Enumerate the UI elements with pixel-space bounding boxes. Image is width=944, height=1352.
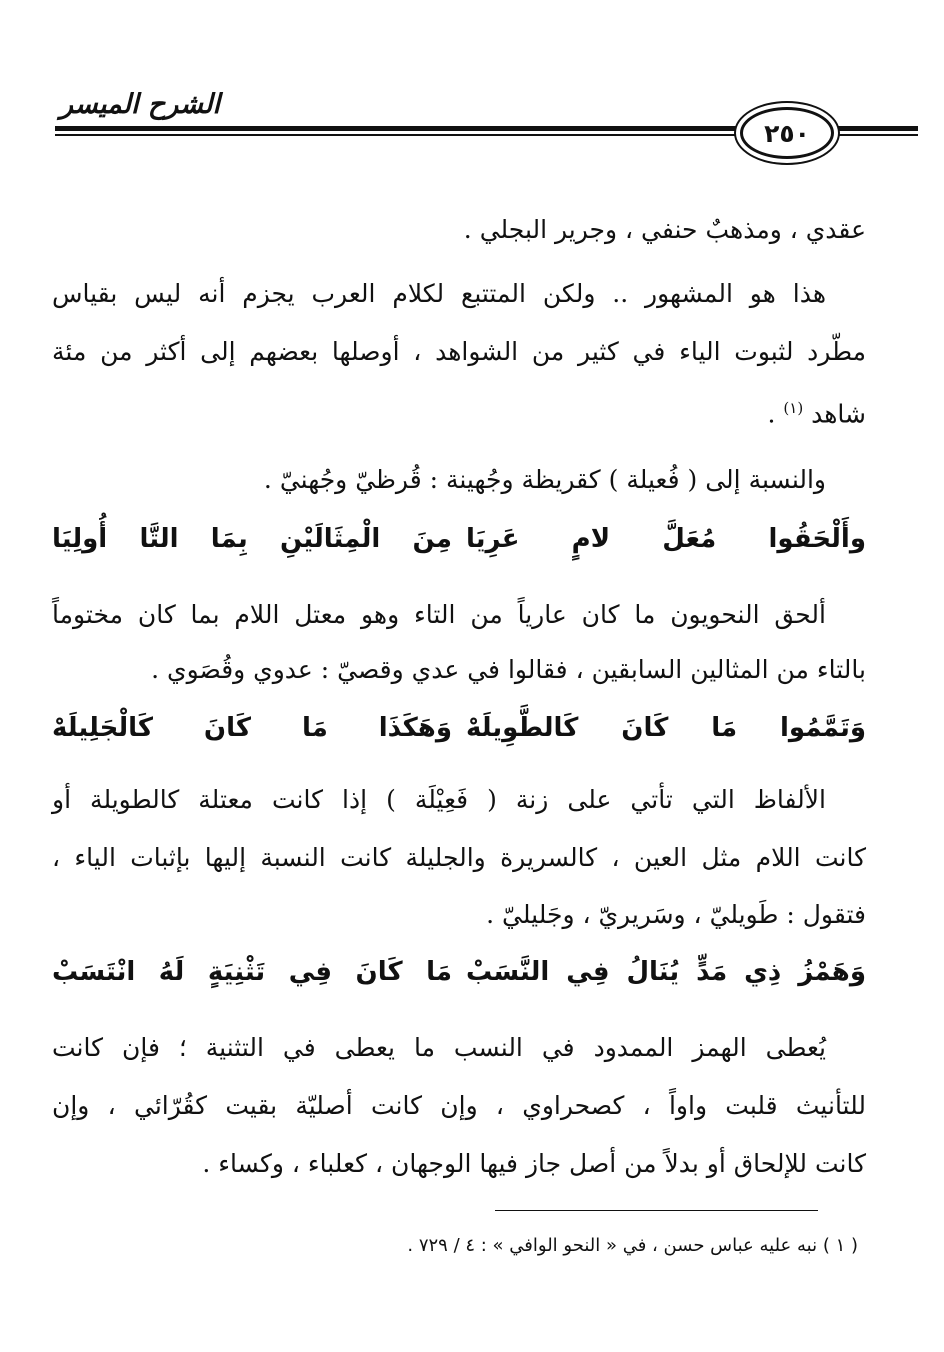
body-line: للتأنيث قلبت واواً ، كصحراوي ، وإن كانت أصليّة بقيت كقُرّائي ، وإن: [52, 1091, 866, 1120]
body-line-text: شاهد: [811, 399, 866, 429]
page-number: ٢٥٠: [764, 118, 810, 148]
body-line: كانت للإلحاق أو بدلاً من أصل جاز فيها الوجهان ، كعلباء ، وكساء .: [202, 1149, 866, 1178]
body-line: [52, 390, 866, 432]
body-line: فتقول : طَويليّ ، وسَريريّ ، وجَليليّ .: [486, 900, 866, 929]
body-line: هذا هو المشهور .. ولكن المتتبع لكلام العرب يجزم أنه ليس بقياس: [52, 279, 826, 308]
verse-line: [52, 950, 866, 994]
verse-second-hemistich: مَا كَانَ فِي تَثْنِيَةٍ لَهُ انْتَسَبْ: [52, 957, 452, 987]
verse-first-hemistich: وأَلْحَقُوا مُعَلَّ لامٍ عَرِيَا: [466, 524, 866, 554]
footnote: ( ١ ) نبه عليه عباس حسن ، في « النحو الوافي » : ٤ / ٧٢٩ .: [407, 1235, 858, 1256]
verse-second-hemistich: مِنَ الْمِثَالَيْنِ بِمَا التَّا أُولِيَا: [52, 524, 452, 554]
body-line: مطّرد لثبوت الياء في كثير من الشواهد ، أوصلها بعضهم إلى أكثر من مئة: [52, 337, 866, 366]
verse-line: [52, 706, 866, 750]
body-line: الألفاظ التي تأتي على زنة ( فَعِيْلَة ) إذا كانت معتلة كالطويلة أو: [52, 785, 826, 814]
body-line: يُعطى الهمز الممدود في النسب ما يعطى في التثنية ؛ فإن كانت: [52, 1033, 826, 1062]
running-title: الشرح الميسر: [59, 89, 220, 120]
verse-line: [52, 517, 866, 561]
body-line: والنسبة إلى ( فُعيلة ) كقريظة وجُهينة : قُرظيّ وجُهنيّ .: [263, 465, 826, 494]
verse-second-hemistich: وَهَكَذَا مَا كَانَ كَالْجَلِيلَهْ: [52, 713, 452, 743]
footnote-rule: [495, 1210, 818, 1211]
body-line-punctuation: .: [767, 399, 776, 429]
body-line: بالتاء من المثالين السابقين ، فقالوا في عدي وقصيّ : عدوي وقُصَوي .: [151, 655, 866, 684]
body-line: ألحق النحويون ما كان عارياً من التاء وهو معتل اللام بما كان مختوماً: [52, 600, 826, 629]
verse-first-hemistich: وَتَمَّمُوا مَا كَانَ كَالطَّوِيلَهْ: [466, 713, 866, 743]
page-number-badge: [740, 107, 834, 159]
body-line: كانت اللام مثل العين ، كالسريرة والجليلة كانت النسبة إليها بإثبات الياء ،: [52, 843, 866, 872]
footnote-reference[interactable]: (١): [783, 399, 804, 417]
body-line: عقدي ، ومذهبٌ حنفي ، وجرير البجلي .: [463, 215, 866, 244]
verse-first-hemistich: وَهَمْزُ ذِي مَدٍّ يُنَالُ فِي النَّسَبْ: [466, 957, 866, 987]
